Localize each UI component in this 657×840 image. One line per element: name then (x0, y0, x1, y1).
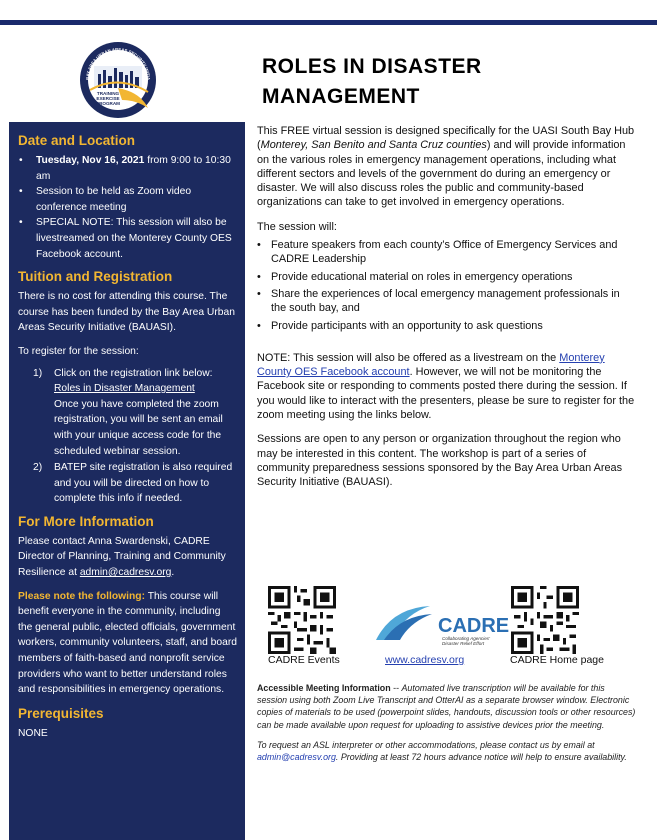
list-item: • Share the experiences of local emergency management professionals in the south bay, and (257, 287, 637, 316)
qr-caption-events: CADRE Events (268, 654, 340, 666)
accommodation-email-link[interactable]: admin@cadresv.org (257, 752, 336, 763)
prerequisites-text: NONE (18, 727, 48, 739)
svg-text:EXERCISE: EXERCISE (96, 96, 120, 101)
registration-link[interactable]: Roles in Disaster Management (54, 383, 195, 395)
sessions-paragraph: Sessions are open to any person or organization throughout the region who may be interested in this content. The workshop is part of a series of community preparedness sessions sponsored by the Bay Area Urban Areas Security Initiative (BAUASI). (257, 433, 623, 489)
list-item: • SPECIAL NOTE: This session will also be livestreamed on the Monterey County OES Facebook account. (18, 215, 237, 262)
cadre-events-qr-code[interactable] (268, 586, 336, 654)
top-rule (0, 20, 657, 25)
list-item: • Provide educational material on roles in emergency operations (257, 270, 637, 284)
page-title (262, 52, 482, 112)
livestream-note: NOTE: This session will also be offered as a livestream on the Monterey County OES Facebook account. However, we will not be monitoring the Facebook site or responding to comments posted there during the session. If you would like to interact with the presenters, please be sure to register for the zoom meeting using the links below. (257, 351, 635, 422)
prerequisites-heading: Prerequisites (18, 705, 104, 721)
tuition-text: There is no cost for attending this course. The course has been funded by the Bay Area Urban Areas Security Initiative (BAUASI). (18, 291, 235, 334)
note-lead: Please note the following: (18, 590, 146, 602)
title-line-2: MANAGEMENT (262, 85, 420, 108)
session-date: Tuesday, Nov 16, 2021 (36, 155, 145, 166)
qr-caption-home: CADRE Home page (510, 654, 604, 666)
svg-text:PROGRAM: PROGRAM (96, 101, 120, 106)
session-time: from 9:00 to 10:30 am (36, 155, 231, 182)
main-content (257, 124, 637, 490)
audience-note: Please note the following: This course will benefit everyone in the community, including the general public, elected officials, government workers, community volunteers, staff, and board members of faith-based and nonprofit service providers who want to better understand roles and responsibilities in emergency operations. (18, 590, 238, 696)
contact-email-link[interactable]: admin@cadresv.org (79, 567, 172, 579)
session-will-intro: The session will: (257, 220, 337, 233)
accessibility-paragraph: Accessible Meeting Information -- Automated live transcription will be available for this session using both Zoom Live Transcript and OtterAI as a separate browser window. Electronic copies of materials to be used (powerpoint slides, handouts, discussion tools or other resources) can be made available upon request for uploading to assistive devices prior the meeting. (257, 683, 636, 730)
register-intro: To register for the session: (18, 345, 139, 357)
registration-steps (18, 366, 237, 507)
registration-step-2: 2) BATEP site registration is also required and you will be directed on how to complete this info if needed. (33, 462, 233, 505)
cadre-home-qr-code[interactable] (511, 586, 579, 654)
facebook-link[interactable]: Monterey County OES Facebook account (257, 351, 605, 379)
accommodation-paragraph: To request an ASL interpreter or other accommodations, please contact us by email at admin@cadresv.org. Providing at least 72 hours advance notice will help to ensure availability. (257, 739, 627, 763)
list-item (18, 153, 237, 184)
list-item: • Provide participants with an opportunity to ask questions (257, 319, 637, 333)
intro-paragraph: This FREE virtual session is designed specifically for the UASI South Bay Hub (Monterey, San Benito and Santa Cruz counties) and will provide information on the various roles in emergency management operations, including what different sectors and levels of the government do during an emergency or disaster. We will also discuss roles the public and community-based organizations can take to get involved in emergency operations. (257, 125, 635, 209)
date-location-list (18, 153, 237, 262)
svg-text:TRAINING: TRAINING (96, 91, 120, 96)
title-line-1: ROLES IN DISASTER (262, 55, 482, 78)
list-item: • Session to be held as Zoom video conference meeting (18, 184, 237, 215)
contact-text: Please contact Anna Swardenski, CADRE Director of Planning, Training and Community Resilience at admin@cadresv.org. (18, 535, 226, 579)
training-exercise-program-logo (78, 40, 158, 120)
svg-text:Collaborating Agencies': Collaborating Agencies' (442, 636, 490, 641)
registration-step-1: 1) Click on the registration link below: Roles in Disaster Management Once you have completed the zoom registration, you will be sent an email with your unique access code for the scheduled webinar session. (33, 367, 223, 457)
tuition-heading: Tuition and Registration (18, 269, 173, 285)
cadre-website-link[interactable]: www.cadresv.org (385, 654, 465, 666)
svg-text:CADRE: CADRE (438, 615, 510, 637)
svg-text:BAY AREA URBAN AREAS SECURITY: BAY AREA URBAN AREAS SECURITY INITIA (84, 46, 152, 81)
cadre-logo (372, 600, 510, 648)
date-location-heading: Date and Location (18, 133, 136, 148)
session-goals-list (257, 238, 637, 333)
sidebar-panel (9, 122, 245, 840)
accessibility-info (257, 682, 637, 763)
list-item: • Feature speakers from each county’s Office of Emergency Services and CADRE Leadership (257, 238, 637, 267)
more-info-heading: For More Information (18, 513, 154, 529)
svg-text:Disaster Relief Effort: Disaster Relief Effort (442, 641, 485, 646)
